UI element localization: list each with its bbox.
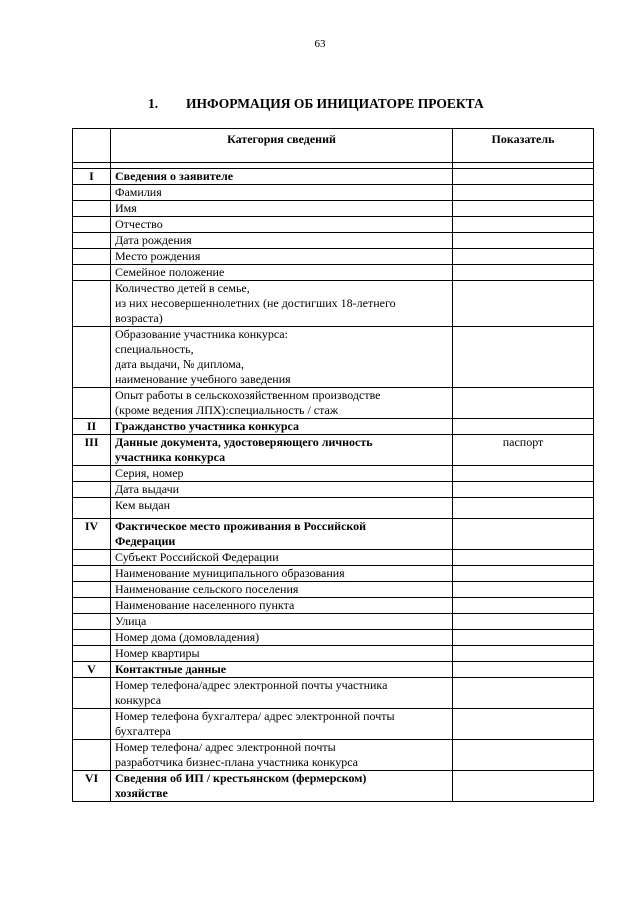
row-category	[111, 265, 453, 281]
table-section-row	[73, 435, 594, 466]
row-indicator	[453, 419, 594, 435]
table-section-row	[73, 169, 594, 185]
row-category-line: разработчика бизнес-плана участника конкурса	[115, 755, 358, 769]
row-category-line: Номер телефона/адрес электронной почты участника	[115, 678, 388, 692]
row-number	[73, 482, 111, 498]
table-row	[73, 265, 594, 281]
table-row	[73, 327, 594, 388]
row-category-line: Количество детей в семье,	[115, 281, 250, 295]
row-category-line: Семейное положение	[115, 265, 225, 279]
row-indicator	[453, 771, 594, 802]
row-indicator	[453, 185, 594, 201]
row-indicator	[453, 327, 594, 388]
row-number: III	[73, 435, 111, 466]
row-number	[73, 646, 111, 662]
row-indicator	[453, 709, 594, 740]
row-category	[111, 185, 453, 201]
row-category-line: хозяйстве	[115, 786, 168, 800]
row-category-line: Гражданство участника конкурса	[115, 419, 299, 433]
row-category	[111, 169, 453, 185]
row-category-line: Фактическое место проживания в Российской	[115, 519, 367, 533]
row-number	[73, 217, 111, 233]
row-category-line: участника конкурса	[115, 450, 226, 464]
table-row	[73, 217, 594, 233]
row-category	[111, 249, 453, 265]
row-number	[73, 233, 111, 249]
row-category	[111, 582, 453, 598]
row-category-line: Имя	[115, 201, 137, 215]
row-category	[111, 281, 453, 327]
row-category-line: Наименование муниципального образования	[115, 566, 345, 580]
table-section-row	[73, 662, 594, 678]
row-indicator	[453, 482, 594, 498]
row-number	[73, 265, 111, 281]
row-category	[111, 519, 453, 550]
row-category	[111, 709, 453, 740]
table-row	[73, 233, 594, 249]
row-indicator	[453, 582, 594, 598]
row-category-line: Опыт работы в сельскохозяйственном производстве	[115, 388, 381, 402]
row-number	[73, 614, 111, 630]
row-number	[73, 678, 111, 709]
table-row	[73, 614, 594, 630]
table-row	[73, 388, 594, 419]
table-row	[73, 201, 594, 217]
row-number	[73, 388, 111, 419]
row-category-line: Отчество	[115, 217, 163, 231]
row-category-line: Фамилия	[115, 185, 162, 199]
row-category	[111, 646, 453, 662]
row-category-line: наименование учебного заведения	[115, 372, 291, 386]
row-category-line: из них несовершеннолетних (не достигших 18-летнего	[115, 296, 396, 310]
row-category-line: Субъект Российской Федерации	[115, 550, 279, 564]
table-row	[73, 678, 594, 709]
row-category-line: Данные документа, удостоверяющего личность	[115, 435, 373, 449]
row-category-line: Контактные данные	[115, 662, 227, 676]
row-indicator	[453, 519, 594, 550]
row-number: V	[73, 662, 111, 678]
row-number	[73, 709, 111, 740]
row-category-line: конкурса	[115, 693, 162, 707]
row-category-line: Сведения об ИП / крестьянском (фермерском)	[115, 771, 367, 785]
row-category	[111, 550, 453, 566]
row-number: II	[73, 419, 111, 435]
row-category	[111, 419, 453, 435]
row-number	[73, 249, 111, 265]
row-category-line: возраста)	[115, 311, 163, 325]
row-number: I	[73, 169, 111, 185]
table-row	[73, 709, 594, 740]
table-row	[73, 740, 594, 771]
row-indicator	[453, 201, 594, 217]
row-category	[111, 740, 453, 771]
table-row	[73, 466, 594, 482]
row-indicator	[453, 466, 594, 482]
row-category	[111, 482, 453, 498]
row-category	[111, 771, 453, 802]
table-row	[73, 185, 594, 201]
header-category: Категория сведений	[111, 129, 453, 163]
table-row	[73, 566, 594, 582]
page-number: 63	[314, 38, 326, 50]
row-number	[73, 466, 111, 482]
row-category-line: Образование участника конкурса:	[115, 327, 288, 341]
row-number	[73, 566, 111, 582]
row-category	[111, 327, 453, 388]
row-category	[111, 201, 453, 217]
table-row	[73, 482, 594, 498]
row-indicator	[453, 169, 594, 185]
header-indicator: Показатель	[453, 129, 594, 163]
row-category-line: дата выдачи, № диплома,	[115, 357, 244, 371]
table-row	[73, 646, 594, 662]
row-indicator	[453, 388, 594, 419]
row-category	[111, 566, 453, 582]
table-row	[73, 249, 594, 265]
row-category	[111, 678, 453, 709]
row-number	[73, 327, 111, 388]
row-category-line: Дата рождения	[115, 233, 192, 247]
row-category	[111, 217, 453, 233]
row-category-line: Серия, номер	[115, 466, 184, 480]
row-indicator: паспорт	[453, 435, 594, 466]
row-number	[73, 598, 111, 614]
row-indicator	[453, 678, 594, 709]
table-row	[73, 598, 594, 614]
row-number	[73, 185, 111, 201]
row-category	[111, 498, 453, 519]
row-category-line: Федерации	[115, 534, 176, 548]
row-indicator	[453, 550, 594, 566]
table-row	[73, 630, 594, 646]
row-indicator	[453, 265, 594, 281]
row-number	[73, 630, 111, 646]
row-category-line: специальность,	[115, 342, 194, 356]
row-category-line: Наименование населенного пункта	[115, 598, 295, 612]
table-row	[73, 498, 594, 519]
table-header-row	[73, 129, 594, 163]
row-category-line: Номер дома (домовладения)	[115, 630, 260, 644]
header-number-cell	[73, 129, 111, 163]
row-indicator	[453, 217, 594, 233]
table-row	[73, 281, 594, 327]
row-number	[73, 582, 111, 598]
row-number: VI	[73, 771, 111, 802]
row-category	[111, 614, 453, 630]
row-indicator	[453, 646, 594, 662]
row-indicator	[453, 233, 594, 249]
row-category	[111, 233, 453, 249]
row-indicator	[453, 614, 594, 630]
initiator-info-table	[72, 128, 594, 802]
row-indicator	[453, 662, 594, 678]
table-section-row	[73, 771, 594, 802]
row-number	[73, 498, 111, 519]
heading-title: ИНФОРМАЦИЯ ОБ ИНИЦИАТОРЕ ПРОЕКТА	[186, 96, 484, 111]
row-category	[111, 630, 453, 646]
row-category	[111, 388, 453, 419]
row-category	[111, 662, 453, 678]
row-category-line: Сведения о заявителе	[115, 169, 234, 183]
row-category-line: Кем выдан	[115, 498, 171, 512]
row-number	[73, 201, 111, 217]
row-indicator	[453, 598, 594, 614]
row-number: IV	[73, 519, 111, 550]
row-category-line: Улица	[115, 614, 147, 628]
row-category	[111, 466, 453, 482]
table-section-row	[73, 519, 594, 550]
row-category-line: Место рождения	[115, 249, 201, 263]
row-category-line: Номер телефона бухгалтера/ адрес электронной почты	[115, 709, 395, 723]
row-number	[73, 281, 111, 327]
row-indicator	[453, 498, 594, 519]
row-category-line: (кроме ведения ЛПХ):специальность / стаж	[115, 403, 339, 417]
row-category-line: Номер телефона/ адрес электронной почты	[115, 740, 336, 754]
row-category-line: Дата выдачи	[115, 482, 180, 496]
row-number	[73, 740, 111, 771]
row-indicator	[453, 740, 594, 771]
heading-number: 1.	[148, 96, 159, 111]
row-indicator	[453, 281, 594, 327]
table-row	[73, 582, 594, 598]
row-indicator	[453, 249, 594, 265]
table-row	[73, 550, 594, 566]
row-category-line: бухгалтера	[115, 724, 171, 738]
row-category	[111, 598, 453, 614]
row-category-line: Наименование сельского поселения	[115, 582, 299, 596]
row-category	[111, 435, 453, 466]
row-indicator	[453, 566, 594, 582]
table-section-row	[73, 419, 594, 435]
row-category-line: Номер квартиры	[115, 646, 200, 660]
row-number	[73, 550, 111, 566]
row-indicator	[453, 630, 594, 646]
